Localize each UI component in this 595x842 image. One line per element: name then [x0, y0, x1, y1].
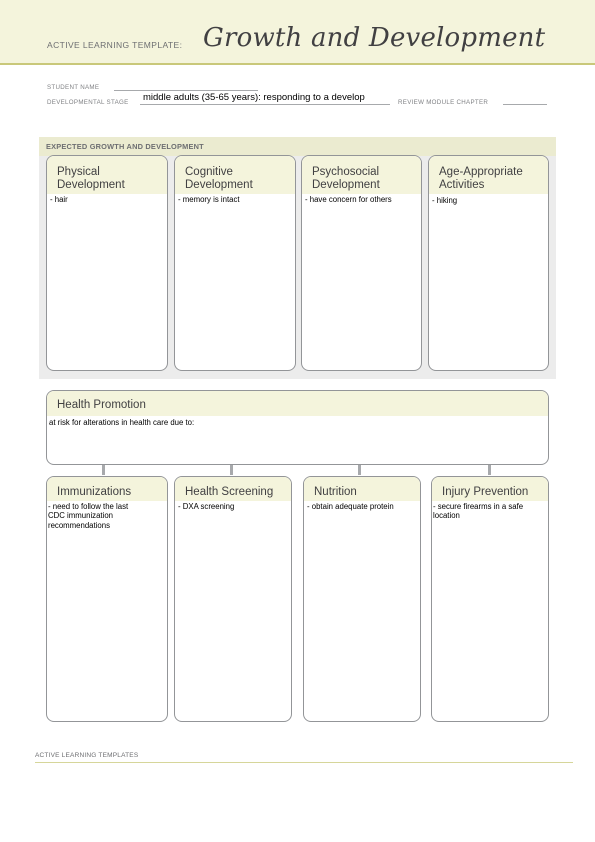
card-body: [48, 502, 164, 530]
card-text-line: CDC immunization: [48, 511, 113, 521]
card-text-line: - memory is intact: [178, 195, 240, 204]
card-title: [312, 166, 380, 191]
template-label: ACTIVE LEARNING TEMPLATE:: [47, 40, 183, 50]
card-title-line: Age-Appropriate: [439, 166, 523, 178]
health-promotion-title: Health Promotion: [57, 399, 146, 411]
health-promotion-box[interactable]: [46, 390, 549, 465]
card-text-line: location: [433, 511, 460, 521]
card-title: [439, 166, 523, 191]
card-title-line: Development: [57, 178, 125, 191]
card-title: Health Screening: [185, 486, 274, 498]
card-title: [185, 166, 253, 191]
card-text-line: - need to follow the last: [48, 502, 129, 511]
card-text-line: - have concern for others: [305, 195, 392, 204]
card-body: [433, 502, 545, 521]
developmental-stage-line: [140, 104, 390, 105]
student-name-line: [114, 90, 258, 91]
card-body: [432, 196, 545, 205]
footer-label: ACTIVE LEARNING TEMPLATES: [35, 752, 139, 759]
page-title: Growth and Development: [203, 23, 546, 53]
card-title: Immunizations: [57, 486, 132, 498]
health-promotion-text: at risk for alterations in health care due to:: [49, 418, 195, 427]
injury-prevention-card[interactable]: [431, 476, 549, 722]
connector-line: [488, 465, 491, 475]
card-body: [178, 502, 288, 511]
student-name-label: STUDENT NAME: [47, 84, 100, 91]
card-text-line: - hiking: [432, 196, 458, 205]
card-body: [305, 195, 418, 204]
card-title: [57, 166, 125, 191]
card-text-line: - obtain adequate protein: [307, 502, 394, 511]
header-divider: [0, 63, 595, 65]
card-text-line: - hair: [50, 195, 68, 204]
expected-growth-heading: EXPECTED GROWTH AND DEVELOPMENT: [46, 142, 204, 151]
card-title-line: Development: [185, 178, 253, 191]
review-module-chapter-label: REVIEW MODULE CHAPTER: [398, 99, 489, 106]
review-module-chapter-line: [503, 104, 547, 105]
footer-divider: [35, 762, 573, 763]
developmental-stage-label: DEVELOPMENTAL STAGE: [47, 99, 129, 106]
card-title-line: Psychosocial: [312, 166, 380, 178]
developmental-stage-field[interactable]: middle adults (35-65 years): responding to a develop: [143, 92, 365, 103]
card-title-line: Activities: [439, 178, 485, 191]
card-text-line: - secure firearms in a safe: [433, 502, 524, 511]
card-title-line: Development: [312, 178, 380, 191]
card-body: [50, 195, 164, 204]
card-text-line: recommendations: [48, 520, 110, 530]
health-screening-card[interactable]: [174, 476, 292, 722]
card-title: Injury Prevention: [442, 486, 529, 498]
connector-line: [230, 465, 233, 475]
immunizations-card[interactable]: [46, 476, 168, 722]
connector-line: [358, 465, 361, 475]
psychosocial-development-card[interactable]: [301, 155, 422, 371]
age-appropriate-activities-card[interactable]: [428, 155, 549, 371]
card-text-line: - DXA screening: [178, 502, 235, 511]
card-body: [307, 502, 417, 511]
cognitive-development-card[interactable]: [174, 155, 296, 371]
physical-development-card[interactable]: [46, 155, 168, 371]
card-title: Nutrition: [314, 486, 357, 498]
card-body: [178, 195, 292, 204]
connector-line: [102, 465, 105, 475]
card-title-line: Physical: [57, 166, 100, 178]
nutrition-card[interactable]: [303, 476, 421, 722]
card-title-line: Cognitive: [185, 166, 233, 178]
